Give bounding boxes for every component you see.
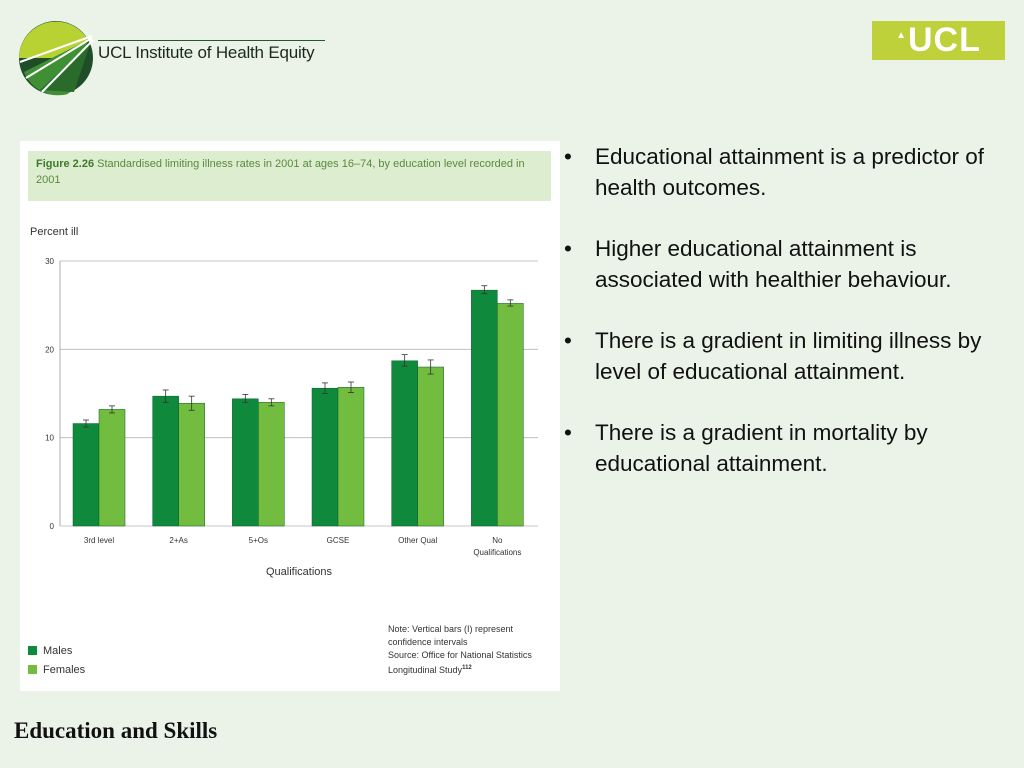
note-line: Source: Office for National Statistics <box>388 650 532 660</box>
y-tick-label: 20 <box>45 345 54 355</box>
figure-caption-text: Standardised limiting illness rates in 2001 at ages 16–74, by education level recorded in 2001 <box>36 158 525 186</box>
note-source-text: Longitudinal Study <box>388 665 463 675</box>
x-tick-label: GCSE <box>326 536 350 545</box>
ucl-logo <box>872 21 1005 60</box>
bar-males <box>392 361 418 526</box>
bar-chart <box>20 141 560 621</box>
bar-males <box>153 396 179 526</box>
note-line: Note: Vertical bars (I) represent <box>388 624 514 634</box>
legend-item <box>28 660 85 679</box>
figure-panel <box>20 141 560 691</box>
legend-item <box>28 641 85 660</box>
bullet-item <box>562 325 992 387</box>
bullet-icon: • <box>564 328 572 353</box>
bar-females <box>99 409 125 526</box>
x-tick-label: 3rd level <box>83 536 115 545</box>
x-tick-label: Other Qual <box>398 536 438 545</box>
bullet-text: There is a gradient in limiting illness by level of educational attainment. <box>595 328 982 384</box>
bullet-item <box>562 141 992 203</box>
x-tick-label: Qualifications <box>473 548 522 557</box>
legend-label: Females <box>43 663 86 676</box>
y-tick-label: 30 <box>45 257 54 266</box>
note-line: confidence intervals <box>388 637 468 647</box>
legend-swatch <box>28 665 37 674</box>
bullet-icon: • <box>564 144 572 169</box>
legend-label: Males <box>43 644 73 657</box>
bullet-icon: • <box>564 236 572 261</box>
x-axis-label: Qualifications <box>265 566 333 578</box>
y-tick-label: 10 <box>45 433 54 443</box>
bullet-text: Educational attainment is a predictor of health outcomes. <box>595 144 984 200</box>
bullet-icon: • <box>564 420 572 445</box>
bar-females <box>497 303 523 526</box>
x-tick-label: 5+Os <box>248 536 269 545</box>
note-reference: 112 <box>462 665 472 671</box>
bullet-item <box>562 417 992 479</box>
key-points-list <box>562 141 992 509</box>
y-tick-label: 0 <box>49 522 54 531</box>
section-title: Education and Skills <box>14 718 218 743</box>
note-line <box>388 662 556 677</box>
bar-females <box>418 367 444 526</box>
bar-males <box>312 388 338 526</box>
bar-females <box>179 403 205 526</box>
brand-rule <box>98 40 325 41</box>
bullet-text: Higher educational attainment is associated with healthier behaviour. <box>595 236 952 292</box>
ihe-logo-icon <box>18 20 94 96</box>
bar-males <box>73 424 99 526</box>
figure-caption-label: Figure 2.26 <box>36 158 95 170</box>
bullet-item <box>562 233 992 295</box>
x-tick-label: 2+As <box>169 536 188 545</box>
legend-swatch <box>28 646 37 655</box>
ucl-crest-icon: ▲ <box>896 30 906 41</box>
ucl-logo-text: UCL <box>908 21 981 59</box>
bar-males <box>471 290 497 526</box>
chart-legend <box>28 641 85 679</box>
figure-note <box>388 623 556 677</box>
y-axis-label: Percent ill <box>30 226 79 238</box>
bar-females <box>258 402 284 526</box>
bar-males <box>232 399 258 526</box>
bar-females <box>338 387 364 526</box>
bullet-text: There is a gradient in mortality by educational attainment. <box>595 420 928 476</box>
brand-name: UCL Institute of Health Equity <box>98 43 315 62</box>
x-tick-label: No <box>492 536 503 545</box>
